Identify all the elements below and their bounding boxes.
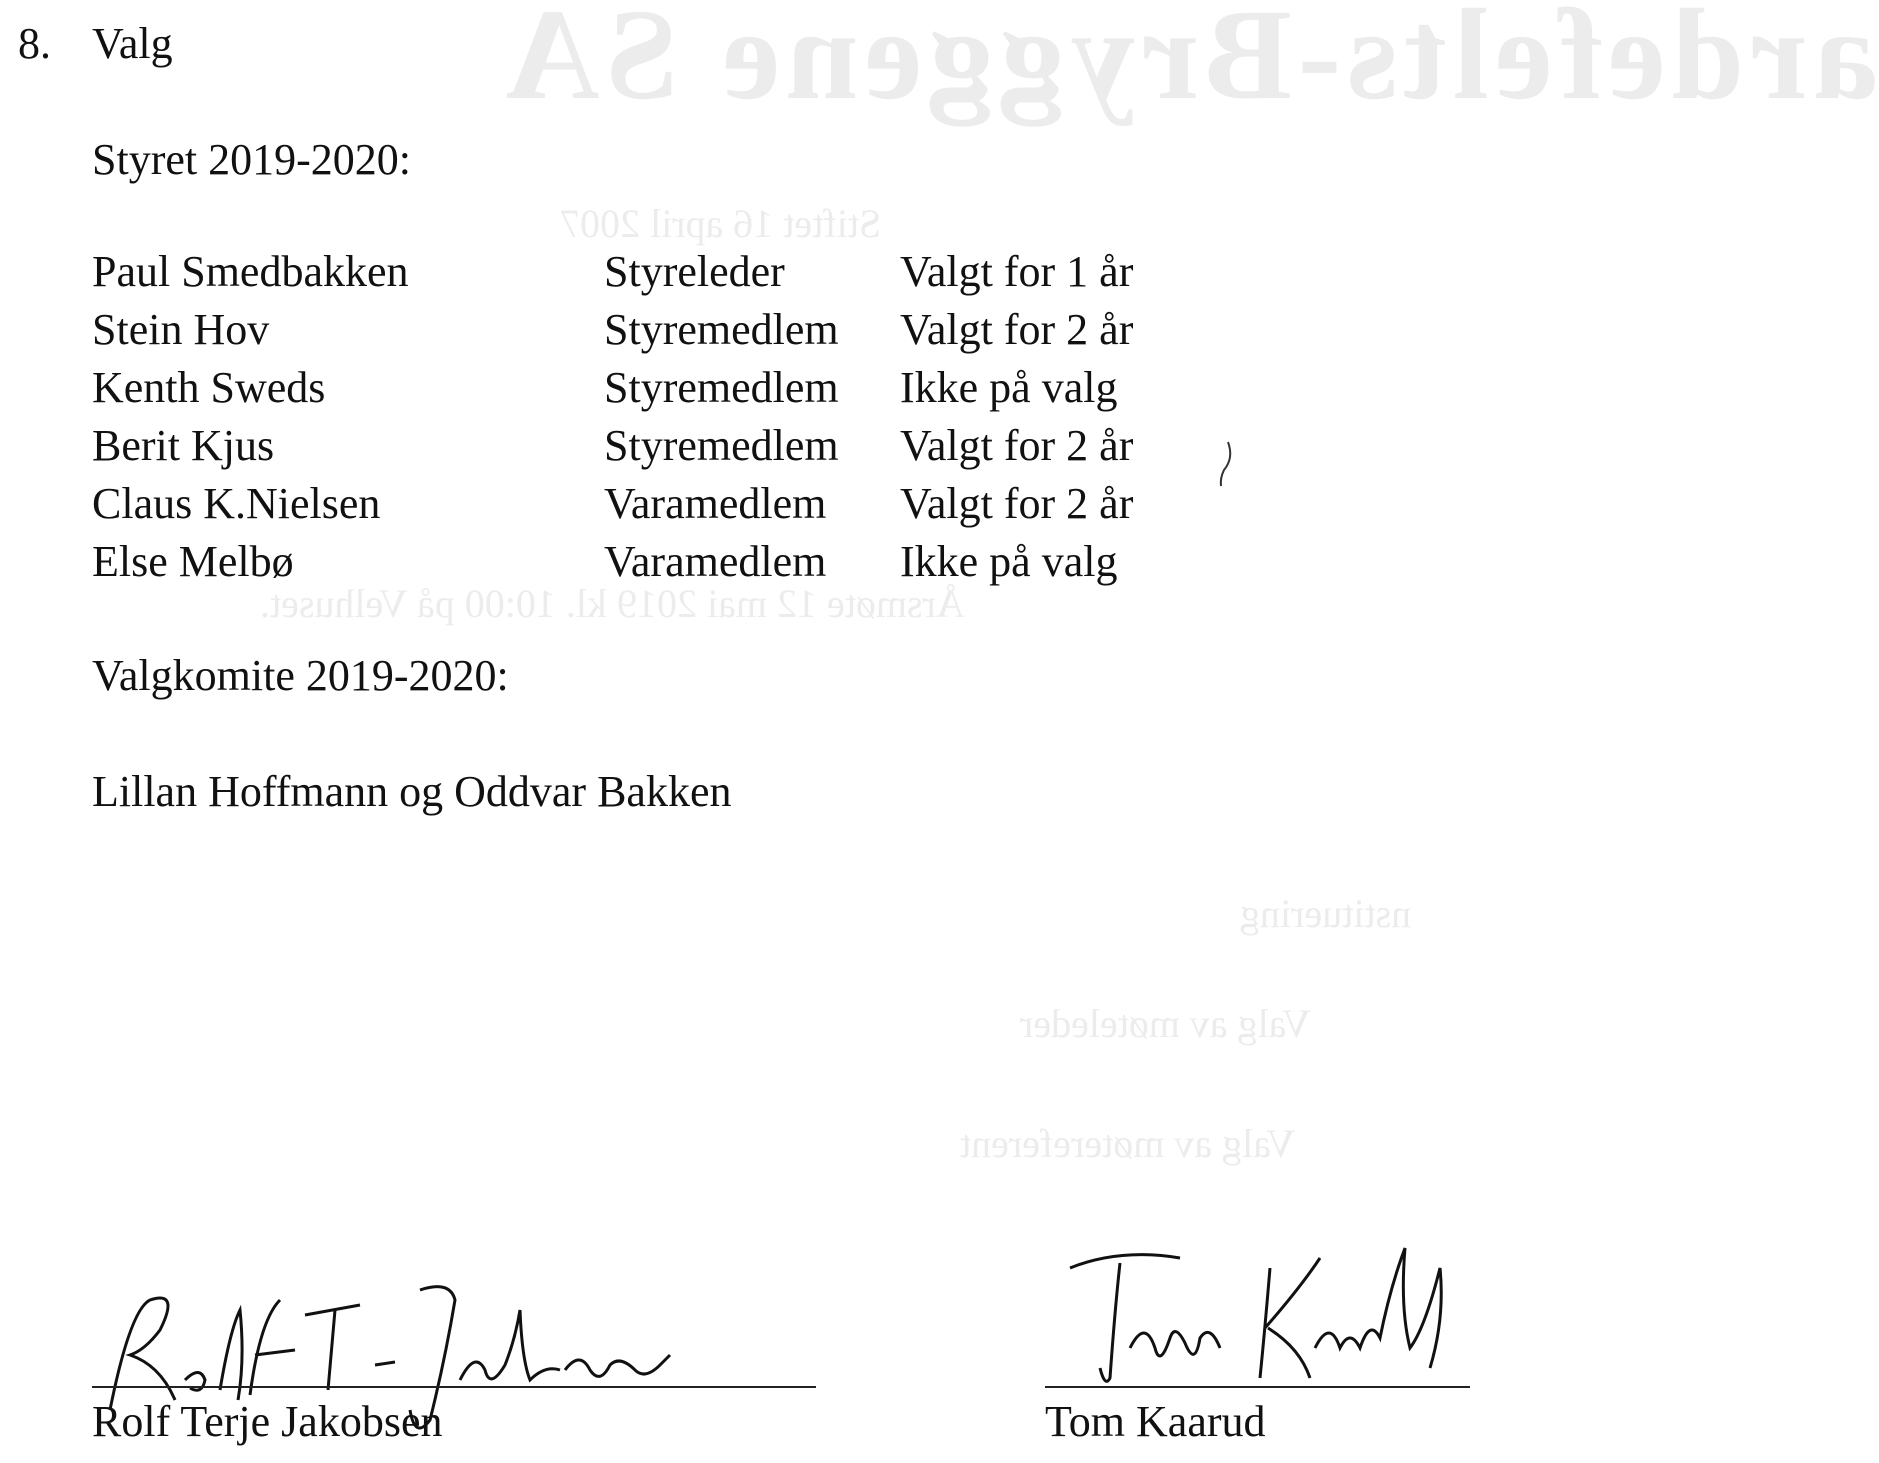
pen-tick-mark [1218,440,1238,490]
member-role: Varamedlem [604,479,827,528]
member-role: Styremedlem [604,363,839,412]
bleed-through-banner: ardefelts-Bryggene SA [500,0,1879,127]
member-name: Claus K.Nielsen [92,479,381,528]
member-status: Valgt for 2 år [900,421,1134,470]
signature-line [1045,1386,1470,1388]
member-name: Stein Hov [92,305,270,354]
member-status: Valgt for 2 år [900,305,1134,354]
member-status: Valgt for 2 år [900,479,1134,528]
member-role: Styreleder [604,247,785,296]
member-role: Styremedlem [604,421,839,470]
bleed-through-text: Årsmøte 12 mai 2019 kl. 10:00 på Velhuset. [260,581,965,626]
member-name: Berit Kjus [92,421,275,470]
election-committee-heading: Valgkomite 2019-2020: [92,651,509,700]
bleed-through-text: Valg av møteleder [1020,1001,1311,1046]
signatory-name: Rolf Terje Jakobsen [92,1397,443,1446]
member-role: Varamedlem [604,537,827,586]
section-number: 8. [18,19,51,68]
bleed-through-text: Stiftet 16 april 2007 [560,201,882,246]
bleed-through-text: Valg av møtereferent [960,1121,1296,1166]
section-title: Valg [92,19,173,68]
member-status: Valgt for 1 år [900,247,1134,296]
bleed-through-text: nstituering [1240,891,1412,936]
member-name: Kenth Sweds [92,363,326,412]
signatory-name: Tom Kaarud [1045,1397,1266,1446]
signature-tom-kaarud [1060,1228,1460,1398]
member-status: Ikke på valg [900,537,1118,586]
election-committee-members: Lillan Hoffmann og Oddvar Bakken [92,767,732,816]
signature-line [92,1386,816,1388]
member-name: Else Melbø [92,537,294,586]
board-heading: Styret 2019-2020: [92,135,411,184]
member-role: Styremedlem [604,305,839,354]
member-status: Ikke på valg [900,363,1118,412]
member-name: Paul Smedbakken [92,247,409,296]
